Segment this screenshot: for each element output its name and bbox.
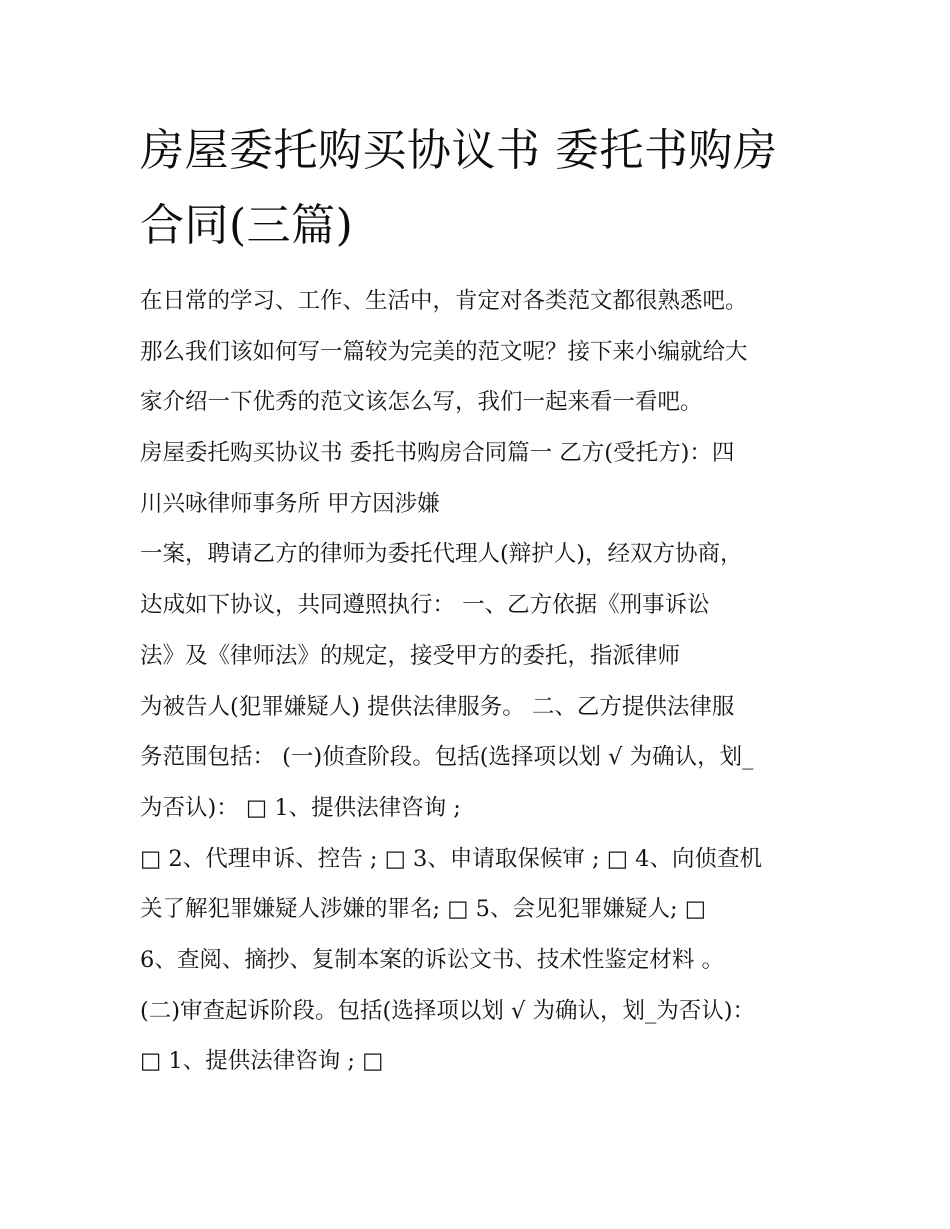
body-line: 达成如下协议，共同遵照执行： 一、乙方依据《刑事诉讼	[140, 592, 710, 619]
body-line: □ 1、提供法律咨询 ; □	[140, 1048, 384, 1075]
document-body	[140, 276, 830, 1087]
body-line: 川兴咏律师事务所 甲方因涉嫌	[140, 490, 440, 517]
body-line: 一案，聘请乙方的律师为委托代理人(辩护人)，经双方协商，	[140, 541, 743, 568]
body-line: 为被告人(犯罪嫌疑人) 提供法律服务。 二、乙方提供法律服	[140, 693, 735, 720]
body-line: (二)审查起诉阶段。包括(选择项以划 √ 为确认，划_为否认)：	[140, 997, 756, 1024]
body-line: 家介绍一下优秀的范文该怎么写，我们一起来看一看吧。	[140, 389, 703, 416]
body-line: 在日常的学习、工作、生活中，肯定对各类范文都很熟悉吧。	[140, 288, 748, 314]
document-title: 房屋委托购买协议书 委托书购房合同(三篇)	[140, 125, 778, 251]
body-line: 6、查阅、摘抄、复制本案的诉讼文书、技术性鉴定材料 。	[140, 946, 724, 973]
body-line: 房屋委托购买协议书 委托书购房合同篇一 乙方(受托方)：四	[140, 440, 735, 467]
body-line: 关了解犯罪嫌疑人涉嫌的罪名; □ 5、会见犯罪嫌疑人; □	[140, 896, 706, 923]
body-line: 法》及《律师法》的规定，接受甲方的委托，指派律师	[140, 642, 681, 669]
body-line: 为否认)： □ 1、提供法律咨询 ;	[140, 794, 461, 821]
body-line: □ 2、代理申诉、控告 ; □ 3、申请取保候审 ; □ 4、向侦查机	[140, 845, 762, 872]
body-line: 那么我们该如何写一篇较为完美的范文呢？接下来小编就给大	[140, 338, 748, 365]
body-line: 务范围包括： (一)侦查阶段。包括(选择项以划 √ 为确认，划_	[140, 744, 754, 771]
